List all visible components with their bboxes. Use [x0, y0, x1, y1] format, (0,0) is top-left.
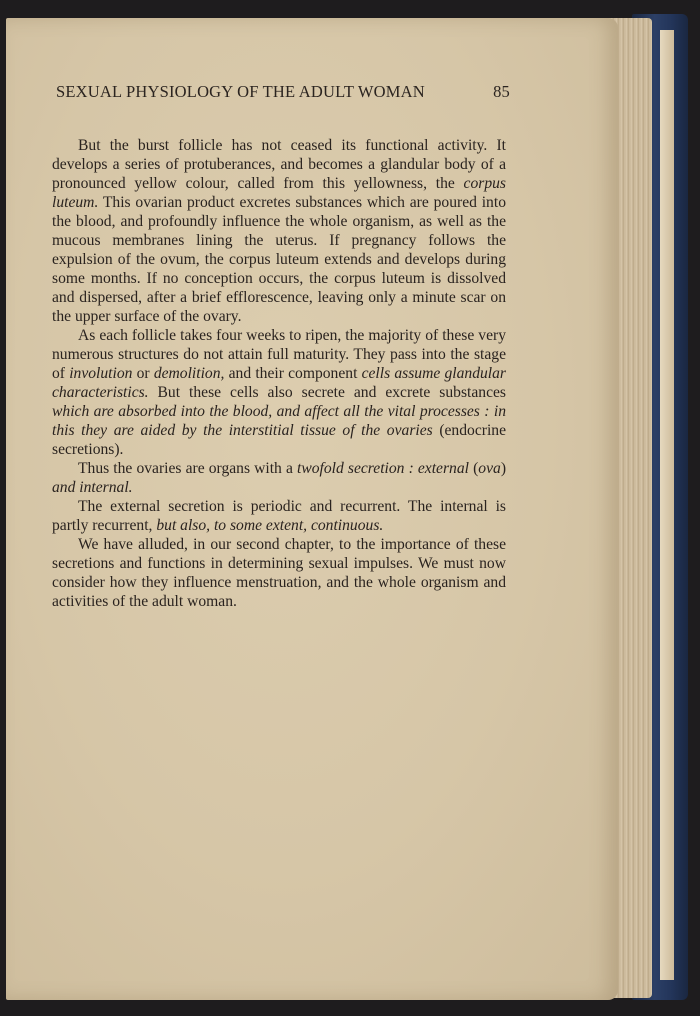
italic-text: and internal.	[52, 479, 133, 496]
paragraph	[52, 136, 506, 326]
paragraph	[52, 326, 506, 459]
italic-text: twofold secretion : external	[297, 460, 469, 477]
italic-text: ova	[478, 460, 501, 477]
text-run: Thus the ovaries are organs with a	[78, 460, 297, 477]
text-run: (	[468, 460, 479, 477]
text-run: But these cells also secrete and excrete substances	[148, 384, 506, 401]
paragraph	[52, 497, 506, 535]
running-title: SEXUAL PHYSIOLOGY OF THE ADULT WOMAN	[56, 82, 425, 101]
italic-text: demolition,	[153, 365, 225, 382]
text-run: and their component	[224, 365, 362, 382]
text-run: We have alluded, in our second chapter, to the importance of these secretions and functions in determining sexual impulses. We must now consider how they influence menstruation, and the whole organism and activities of the adult woman.	[52, 536, 506, 610]
text-run: (endocrine secretions).	[52, 422, 506, 458]
text-run: )	[500, 460, 507, 477]
italic-text: involution	[69, 365, 133, 382]
text-run: The external secretion is periodic and recurrent. The internal is partly recurrent,	[52, 498, 506, 534]
text-run: But the burst follicle has not ceased its functional activity. It develops a series of protuberances, and becomes a glandular body of a pronounced yellow colour, called from this yellowness, the	[52, 137, 506, 192]
italic-text: which are absorbed into the blood, and affect all the vital processes : in this they are aided by the interstitial tissue of the ovaries	[52, 403, 506, 439]
paragraph	[52, 459, 506, 497]
italic-text: cells assume glandular characteristics.	[52, 365, 506, 401]
page-block-strip	[660, 30, 674, 980]
text-run: As each follicle takes four weeks to ripen, the majority of these very numerous structures do not attain full maturity. They pass into the stage of	[52, 327, 506, 382]
body-text	[52, 136, 506, 611]
page-number: 85	[493, 82, 510, 101]
paragraph	[52, 535, 506, 611]
text-run: or	[132, 365, 154, 382]
text-run: This ovarian product excretes substances which are poured into the blood, and profoundly influence the whole organism, as well as the mucous membranes lining the uterus. If pregnancy follows the expulsion of the ovum, the corpus luteum extends and develops during some months. If no conception occurs, the corpus luteum is dissolved and dispersed, after a brief efflorescence, leaving only a minute scar on the upper surface of the ovary.	[52, 194, 506, 325]
italic-text: but also, to some extent, continuous.	[156, 517, 384, 534]
italic-text: corpus luteum.	[52, 175, 506, 211]
